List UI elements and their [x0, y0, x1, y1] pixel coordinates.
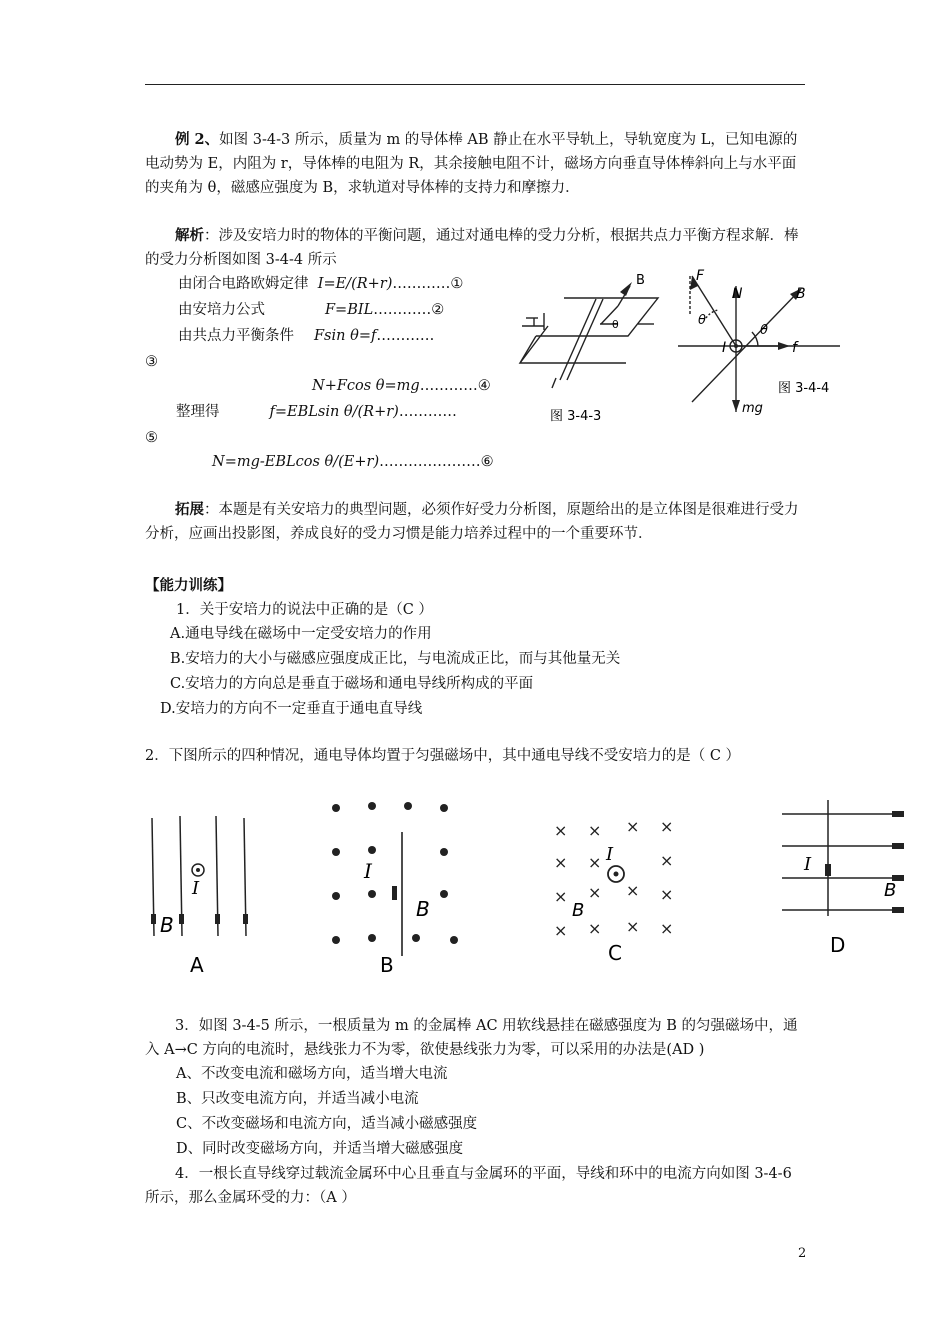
- svg-text:×: ×: [626, 917, 640, 936]
- example2-label: 例 2、: [175, 131, 220, 148]
- fig343-caption: 图 3-4-3: [550, 409, 602, 424]
- training-heading: 【能力训练】: [145, 577, 232, 594]
- svg-text:×: ×: [554, 887, 568, 906]
- q2-fig-b-caption: B: [380, 953, 394, 976]
- figure-3-4-3: [508, 268, 664, 428]
- extension-label: 拓展: [175, 501, 204, 518]
- q2-fig-c-label-b: B: [572, 900, 585, 921]
- figure-3-4-4: [670, 266, 846, 418]
- q2-fig-a-label-i: I: [192, 878, 200, 899]
- fig344-caption: 图 3-4-4: [778, 381, 830, 396]
- q2-fig-a-caption: A: [190, 953, 204, 977]
- svg-text:×: ×: [588, 821, 602, 840]
- fig344-label-theta2: θ: [760, 323, 768, 338]
- q2-fig-c-label-i: I: [606, 844, 614, 865]
- question-3-option-a: A、不改变电流和磁场方向，适当增大电流: [176, 1066, 448, 1082]
- svg-text:×: ×: [626, 881, 640, 900]
- fig344-label-f-force: F: [696, 268, 705, 284]
- fig344-label-b: B: [796, 286, 806, 302]
- equation-5: 整理得 f=EBLsin θ/(R+r)…………: [176, 404, 457, 420]
- example2-analysis: [145, 224, 805, 272]
- svg-text:×: ×: [660, 851, 674, 870]
- question-3: 3．如图 3-4-5 所示，一根质量为 m 的金属棒 AC 用软线悬挂在磁感强度为 B 的匀强磁场中，通入 A→C 方向的电流时，悬线张力不为零，欲使悬线张力为零，可以采用的办法是(AD ): [145, 1018, 798, 1058]
- svg-text:×: ×: [554, 921, 568, 940]
- equation-2: 由安培力公式 F=BIL…………②: [178, 302, 445, 318]
- q2-figure-b: [320, 792, 480, 976]
- analysis-label: 解析: [175, 227, 204, 244]
- fig343-label-theta: θ: [612, 318, 619, 331]
- example2-question-text: 如图 3-4-3 所示，质量为 m 的导体棒 AB 静止在水平导轨上，导轨宽度为 L，已知电源的电动势为 E，内阻为 r，导体棒的电阻为 R，其余接触电阻不计，磁场方向垂直导体棒斜向上与水平面的夹角为 θ，磁感应强度为 B，求轨道对导体棒的支持力和摩擦力．: [145, 132, 798, 196]
- q2-fig-d-label-b: B: [884, 880, 897, 901]
- svg-text:×: ×: [588, 883, 602, 902]
- fig344-label-mg: mg: [742, 401, 763, 416]
- question-1-option-a: A.通电导线在磁场中一定受安培力的作用: [170, 626, 432, 642]
- example2-question: [145, 128, 805, 200]
- q2-fig-d-caption: D: [830, 933, 846, 957]
- q2-fig-b-label-b: B: [416, 897, 430, 921]
- question-4: 4．一根长直导线穿过载流金属环中心且垂直与金属环的平面，导线和环中的电流方向如图 3-4-6 所示，那么金属环受的力：（A ）: [145, 1166, 792, 1206]
- question-1-option-d: D.安培力的方向不一定垂直于通电直导线: [160, 701, 423, 717]
- svg-text:×: ×: [554, 821, 568, 840]
- q2-figure-d: [778, 798, 912, 958]
- q2-fig-b-label-i: I: [364, 859, 372, 883]
- fig344-label-f-friction: f: [792, 340, 797, 356]
- question-1-option-b: B.安培力的大小与磁感应强度成正比，与电流成正比，而与其他量无关: [170, 651, 621, 667]
- svg-text:×: ×: [588, 919, 602, 938]
- extension-text: ：本题是有关安培力的典型问题，必须作好受力分析图，原题给出的是立体图是很难进行受力分析，应画出投影图，养成良好的受力习惯是能力培养过程中的一个重要环节．: [145, 502, 799, 542]
- question-1: 1．关于安培力的说法中正确的是（C ）: [176, 602, 433, 618]
- svg-text:×: ×: [660, 919, 674, 938]
- equation-3: 由共点力平衡条件 Fsin θ=f…………: [178, 328, 435, 344]
- equation-3-mark: ③: [145, 354, 158, 370]
- example2-extension: [145, 498, 805, 546]
- svg-text:×: ×: [660, 885, 674, 904]
- page-number: 2: [798, 1246, 807, 1261]
- fig344-label-n: N: [732, 286, 743, 302]
- analysis-text: ：涉及安培力时的物体的平衡问题，通过对通电棒的受力分析，根据共点力平衡方程求解．棒的受力分析图如图 3-4-4 所示: [145, 228, 799, 268]
- svg-text:×: ×: [588, 853, 602, 872]
- q2-figure-a: [140, 812, 260, 980]
- svg-text:×: ×: [554, 853, 568, 872]
- fig344-label-theta1: θ: [698, 313, 706, 328]
- question-3-option-c: C、不改变磁场和电流方向，适当减小磁感强度: [176, 1116, 478, 1132]
- equation-5-mark: ⑤: [145, 430, 158, 446]
- question-3-option-b: B、只改变电流方向，并适当减小电流: [176, 1091, 419, 1107]
- fig344-label-i: I: [722, 340, 727, 356]
- q2-fig-a-label-b: B: [160, 913, 174, 937]
- q2-fig-d-label-i: I: [804, 854, 812, 875]
- svg-text:×: ×: [626, 817, 640, 836]
- q2-fig-c-caption: C: [608, 941, 622, 965]
- svg-text:×: ×: [660, 817, 674, 836]
- fig343-label-b: B: [636, 273, 645, 288]
- question-3-option-d: D、同时改变磁场方向，并适当增大磁感强度: [176, 1141, 464, 1157]
- equation-6: N=mg-EBLcos θ/(E+r)…………………⑥: [212, 454, 494, 470]
- q2-figure-c: [548, 816, 688, 966]
- equation-1: 由闭合电路欧姆定律 I=E/(R+r)…………①: [178, 276, 464, 292]
- equation-4: N+Fcos θ=mg…………④: [312, 378, 491, 394]
- header-rule: [145, 84, 805, 85]
- question-2: 2．下图所示的四种情况，通电导体均置于匀强磁场中，其中通电导线不受安培力的是（ C ）: [145, 748, 741, 764]
- question-1-option-c: C.安培力的方向总是垂直于磁场和通电导线所构成的平面: [170, 676, 534, 692]
